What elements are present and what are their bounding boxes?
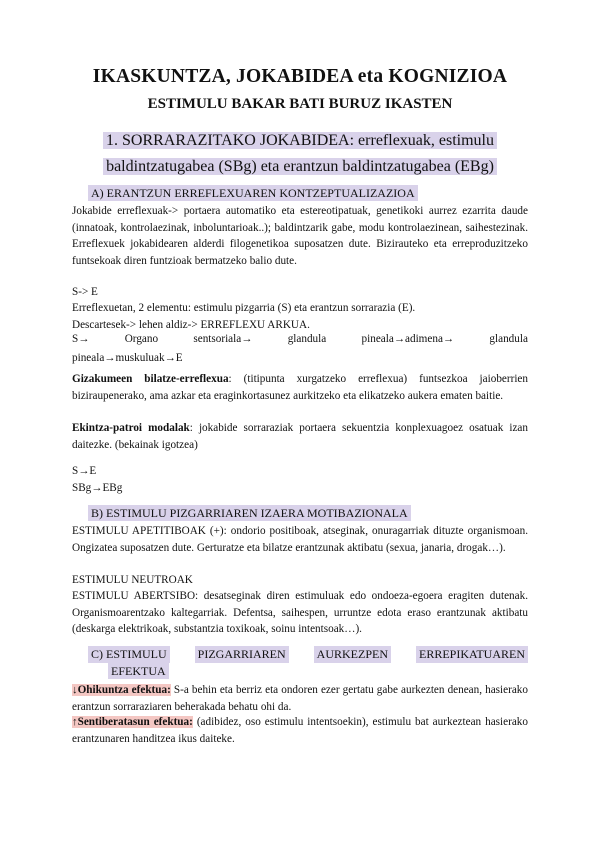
subsection-b-heading [88, 506, 411, 521]
modal-patterns-paragraph [72, 420, 528, 453]
arc-word: glandula [287, 333, 327, 345]
reflex-arc-line [72, 333, 528, 345]
arc-word: Organo [124, 333, 159, 345]
habituation-paragraph [72, 682, 528, 715]
s-e-line-2: S→E [72, 465, 97, 477]
section1-heading-text1: 1. SORRARAZITAKO JOKABIDEA: erreflexuak, estimulu [103, 132, 497, 149]
subsection-b-heading-text: B) ESTIMULU PIZGARRIAREN IZAERA MOTIBAZIONALA [88, 505, 411, 521]
sensitization-label: ↑Sentiberatasun efektua: [72, 716, 193, 728]
aversive-paragraph: ESTIMULU ABERTSIBO: desatseginak diren estimuluak edo ondoeza-egoera eragiten dutenak. Organismoarentzako kaltegarriak. Defentsa, saihespen, urruntze edota eraso erantzunak aktibatu (deskarga elektrikoak, substantzia toxikoak, soinu intentsoak…). [72, 590, 528, 635]
elements-line: Erreflexuetan, 2 elementu: estimulu pizgarria (S) eta erantzun sorrarazia (E). [72, 302, 416, 314]
sensitization-paragraph [72, 714, 528, 747]
descartes-line: Descartesek-> lehen aldiz-> ERREFLEXU ARKUA. [72, 319, 310, 331]
section1-heading-text2: baldintzatugabea (SBg) eta erantzun baldintzatugabea (EBg) [103, 158, 497, 175]
subsection-c-heading-line2 [108, 664, 169, 679]
appetitive-paragraph: ESTIMULU APETITIBOAK (+): ondorio positiboak, atseginak, onuragarriak dituzte organismoan. Ongizatea suposatzen dute. Gerturatze eta bilatze erantzunak aktibatu (sexua, janaria, drogak…). [72, 525, 528, 554]
habituation-label: ↓Ohikuntza efektua: [72, 684, 171, 696]
page-title: IKASKUNTZA, JOKABIDEA eta KOGNIZIOA [92, 66, 508, 87]
subsection-c-word: C) ESTIMULU [88, 646, 170, 663]
sbg-ebg-line: SBg→EBg [72, 482, 123, 494]
reflex-definition-paragraph: Jokabide erreflexuak-> portaera automatiko eta estereotipatuak, genetikoki aurrez ezarrita daude (innatoak, kontrolaezinak, inboluntarioak..); baldintzarik gabe, modu kontrolaezinean, saihestezinak. Erreflexuek jokabidearen alderdi filogenetikoa suposatzen dute. Bizirauteko eta erreproduzitzeko funtsekoak diren funtzioak bermatzeko balio dute. [72, 205, 528, 267]
subsection-c-heading [88, 646, 528, 663]
subsection-c-word: AURKEZPEN [314, 646, 391, 663]
section1-heading-line1 [74, 128, 526, 153]
arc-word: glandula [489, 333, 528, 345]
subsection-a-heading-text: A) ERANTZUN ERREFLEXUAREN KONTZEPTUALIZAZIOA [88, 185, 418, 201]
rooting-reflex-label: Gizakumeen bilatze-erreflexua [72, 373, 229, 385]
subsection-c-word: ERREPIKATUAREN [416, 646, 528, 663]
subsection-c-heading-text2: EFEKTUA [108, 663, 169, 679]
modal-patterns-text: : jokabide sorraraziak portaera sekuentzia konplexuagoez osatuak izan daitezke. (bekainak igotzea) [72, 422, 528, 451]
arc-word: pineala→adimena→ [361, 333, 455, 345]
page-subtitle: ESTIMULU BAKAR BATI BURUZ IKASTEN [147, 96, 453, 112]
modal-patterns-label: Ekintza-patroi modalak [72, 422, 190, 434]
arc-word: sentsoriala→ [193, 333, 253, 345]
arc-word: S→ [72, 333, 90, 345]
section1-heading-line2 [60, 154, 540, 179]
subsection-a-heading [88, 186, 418, 201]
s-e-line: S-> E [72, 286, 98, 298]
neutral-line: ESTIMULU NEUTROAK [72, 574, 193, 586]
subsection-c-word: PIZGARRIAREN [195, 646, 289, 663]
sensitization-text: (adibidez, oso estimulu intentsoekin), estimulu bat aurkeztean hasierako erantzunaren handitzea ikus daiteke. [72, 716, 528, 745]
rooting-reflex-paragraph [72, 371, 528, 404]
habituation-text: S-a behin eta berriz eta ondoren ezer gertatu gabe aurkezten denean, hasierako erantzun sorraraziaren beherakada behatu ohi da. [72, 684, 528, 713]
reflex-arc-line2: pineala→muskuluak→E [72, 352, 183, 364]
rooting-reflex-text: : (titipunta xurgatzeko erreflexua) funtsezkoa jaioberrien biziraupenerako, ama azkar eta eraginkortasunez aurkitzeko eta elikatzeko aukera ematen baitie. [72, 373, 528, 402]
